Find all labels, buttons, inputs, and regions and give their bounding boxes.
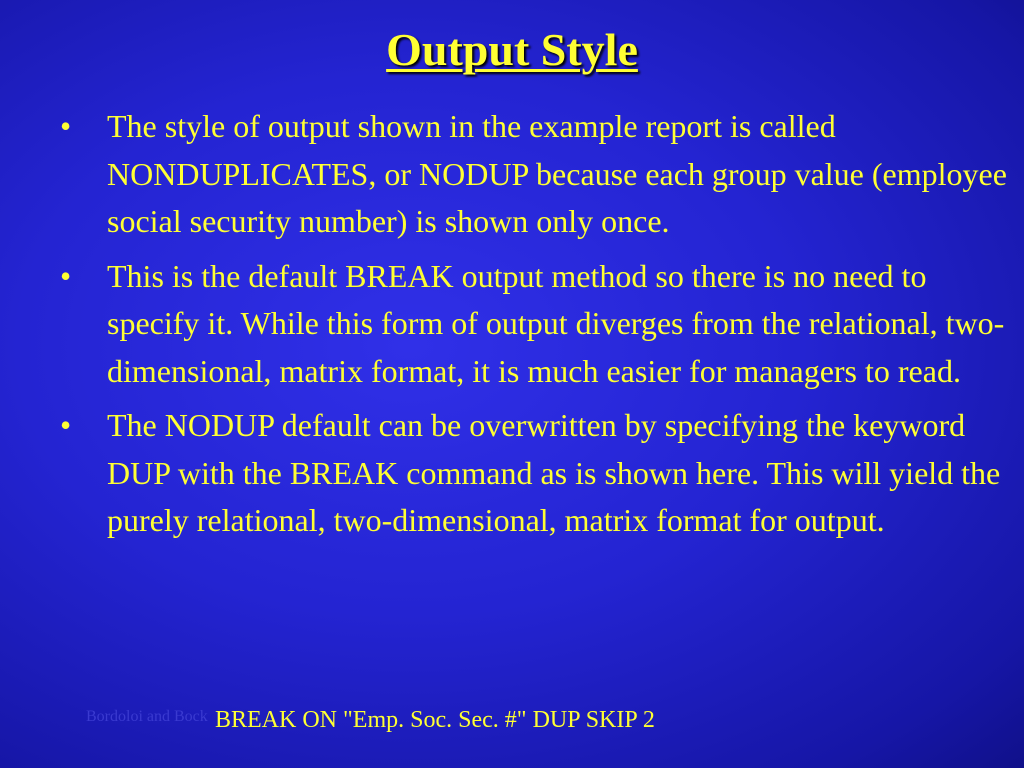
bullet-item-3 [58,402,1020,545]
bullet-marker: • [60,407,72,443]
slide-title: Output Style [386,24,638,75]
break-command-text: BREAK ON "Emp. Soc. Sec. #" DUP SKIP 2 [215,707,655,733]
footer-credit: Bordoloi and Bock [86,708,208,725]
bullet-item-1 [58,103,1020,246]
bullet-item-2 [58,253,1020,396]
bullet-marker: • [60,108,72,144]
bullet-text: The style of output shown in the example report is called NONDUPLICATES, or NODUP because each group value (employee social security number) is shown only once. [107,108,1007,239]
bullet-list [58,103,1020,552]
bullet-marker: • [60,257,72,294]
bullet-text: The NODUP default can be overwritten by specifying the keyword DUP with the BREAK command as is shown here. This will yield the purely relational, two-dimensional, matrix format for output. [107,407,1001,538]
bullet-text: This is the default BREAK output method so there is no need to specify it. While this form of output diverges from the relational, two-dimensional, matrix format, it is much easier for managers to read. [107,257,1005,389]
